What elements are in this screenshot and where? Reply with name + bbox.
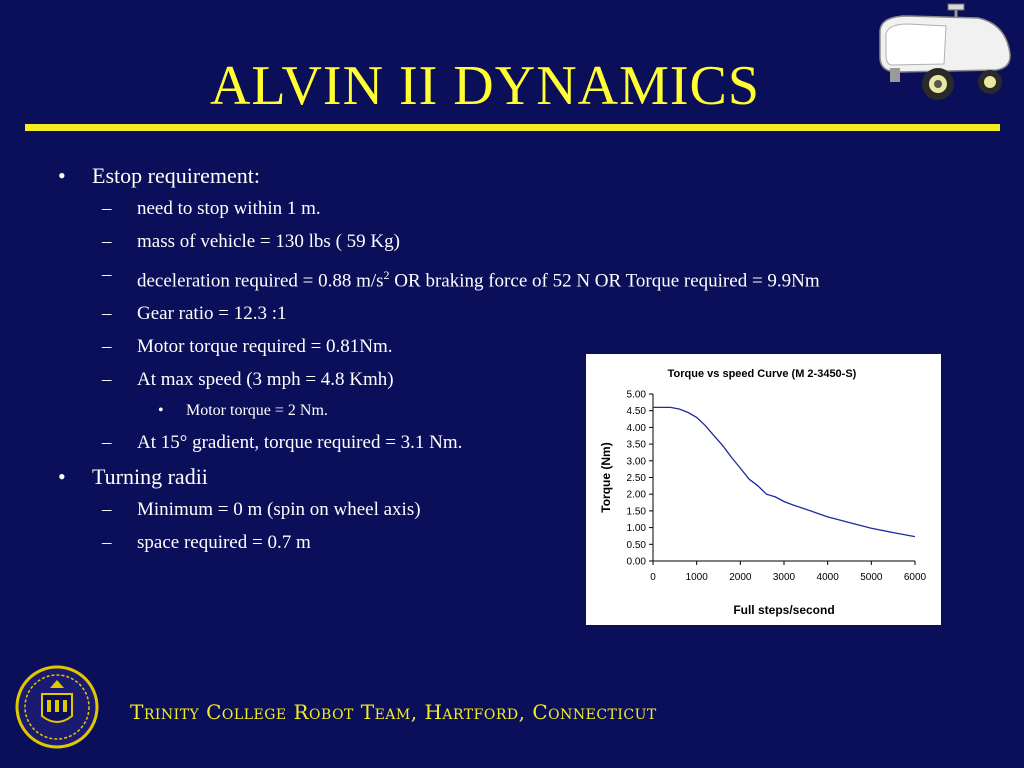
x-axis-label: Full steps/second <box>733 603 835 617</box>
bullet-decel-text-b: OR braking force of 52 N OR Torque required = 9.9Nm <box>389 270 820 292</box>
title-underline <box>25 124 1000 131</box>
y-tick-label: 1.50 <box>626 506 646 518</box>
robot-illustration <box>868 2 1018 110</box>
x-tick-label: 1000 <box>685 572 708 583</box>
chart-title: Torque vs speed Curve (M 2-3450-S) <box>667 368 857 380</box>
slide-title: ALVIN II DYNAMICS <box>209 55 761 117</box>
bullet-stop-distance-text: need to stop within 1 m. <box>137 198 321 219</box>
x-tick-label: 3000 <box>772 572 796 583</box>
footer-text: Trinity College Robot Team, Hartford, Connecticut <box>130 700 657 724</box>
torque-speed-chart <box>586 354 941 625</box>
chart-canvas <box>586 354 941 625</box>
y-tick-label: 0.50 <box>626 539 646 551</box>
bullet-deceleration: – deceleration required = 0.88 $m/s^2$ OR braking force of 52 N OR Torque required = 9.9Nm <box>102 264 820 292</box>
bullet-decel-text-a: deceleration required = 0.88 m/s <box>137 270 384 292</box>
x-tick-label: 6000 <box>903 572 927 583</box>
bullet-motor-torque: – Motor torque required = 0.81Nm. <box>102 336 393 358</box>
bullet-motor-torque-max-text: Motor torque = 2 Nm. <box>186 402 328 420</box>
y-tick-label: 3.00 <box>626 456 646 468</box>
bullet-space-text: space required = 0.7 m <box>137 532 311 554</box>
x-tick-label: 4000 <box>816 572 839 583</box>
bullet-estop-text: Estop requirement: <box>92 163 261 188</box>
series-line-0 <box>653 407 915 536</box>
bullet-motor-torque-max: • Motor torque = 2 Nm. <box>158 402 328 420</box>
y-tick-label: 4.50 <box>626 406 646 418</box>
x-tick-label: 2000 <box>729 572 752 583</box>
bullet-mass-text: mass of vehicle = 130 lbs ( 59 Kg) <box>137 231 400 252</box>
bullet-space: – space required = 0.7 m <box>102 532 311 554</box>
bullet-mass: – mass of vehicle = 130 lbs ( 59 Kg) <box>102 231 400 252</box>
bullet-gear: – Gear ratio = 12.3 :1 <box>102 303 287 325</box>
bullet-max-speed-text: At max speed (3 mph = 4.8 Kmh) <box>137 369 394 391</box>
bullet-turning-text: Turning radii <box>92 464 208 490</box>
bullet-decel-superscript: 2 <box>383 268 390 282</box>
bullet-minimum-text: Minimum = 0 m (spin on wheel axis) <box>137 499 421 521</box>
y-tick-label: 2.50 <box>626 473 646 484</box>
y-tick-label: 0.00 <box>626 556 646 568</box>
bullet-stop-distance: – need to stop within 1 m. <box>102 198 321 219</box>
y-tick-label: 2.00 <box>626 489 646 501</box>
y-tick-label: 4.00 <box>626 422 646 434</box>
bullet-motor-torque-text: Motor torque required = 0.81Nm. <box>137 336 393 358</box>
bullet-minimum: – Minimum = 0 m (spin on wheel axis) <box>102 499 421 521</box>
bullet-gradient: – At 15° gradient, torque required = 3.1 Nm. <box>102 432 463 454</box>
bullet-estop: • Estop requirement: <box>58 163 261 188</box>
bullet-turning: • Turning radii <box>58 464 208 490</box>
bullet-gear-text: Gear ratio = 12.3 :1 <box>137 303 287 325</box>
y-tick-label: 3.50 <box>626 439 646 451</box>
y-axis-label: Torque (Nm) <box>599 442 613 513</box>
college-seal-logo <box>14 664 100 750</box>
bullet-gradient-text: At 15° gradient, torque required = 3.1 Nm. <box>137 432 463 454</box>
y-tick-label: 5.00 <box>626 389 646 401</box>
x-tick-label: 5000 <box>860 572 883 583</box>
y-tick-label: 1.00 <box>626 523 646 535</box>
x-tick-label: 0 <box>650 572 656 583</box>
bullet-max-speed: – At max speed (3 mph = 4.8 Kmh) <box>102 369 394 391</box>
